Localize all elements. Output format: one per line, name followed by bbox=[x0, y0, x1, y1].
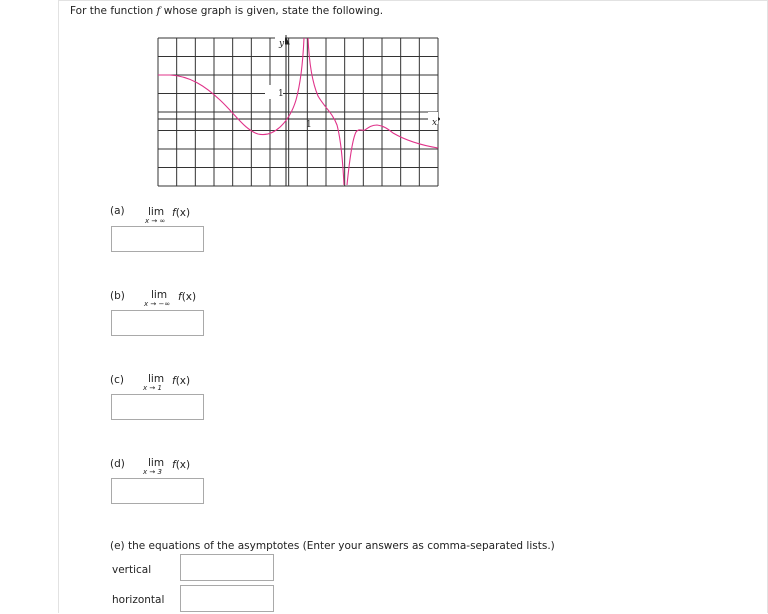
part-a-label: (a) bbox=[110, 205, 125, 217]
horizontal-asymptotes-input[interactable] bbox=[180, 585, 274, 612]
y-axis-label: y bbox=[279, 39, 285, 49]
x-axis-label: x bbox=[432, 118, 438, 128]
part-c-answer-input[interactable] bbox=[111, 394, 204, 420]
part-b-answer-input[interactable] bbox=[111, 310, 204, 336]
part-d-answer-input[interactable] bbox=[111, 478, 204, 504]
function-graph bbox=[150, 30, 440, 190]
question-intro: For the function f whose graph is given, state the following. bbox=[70, 5, 384, 17]
part-a-limit: lim x → ∞ f(x) bbox=[145, 206, 191, 225]
part-e-instructions: (e) the equations of the asymptotes (Enter your answers as comma-separated lists.) bbox=[110, 540, 555, 552]
part-a-answer-input[interactable] bbox=[111, 226, 204, 252]
x-tick-label: 1 bbox=[306, 120, 312, 130]
vertical-label: vertical bbox=[112, 564, 152, 576]
y-tick-label: 1 bbox=[278, 89, 284, 99]
part-c-limit: lim x → 1 f(x) bbox=[143, 373, 191, 392]
function-curve-right bbox=[347, 125, 438, 185]
part-b-limit: lim x → −∞ f(x) bbox=[144, 289, 197, 308]
part-d-limit: lim x → 3 f(x) bbox=[143, 457, 191, 476]
vertical-asymptotes-input[interactable] bbox=[180, 554, 274, 581]
horizontal-label: horizontal bbox=[112, 594, 165, 606]
part-b-label: (b) bbox=[110, 290, 125, 302]
part-c-label: (c) bbox=[110, 374, 124, 386]
part-d-label: (d) bbox=[110, 458, 125, 470]
